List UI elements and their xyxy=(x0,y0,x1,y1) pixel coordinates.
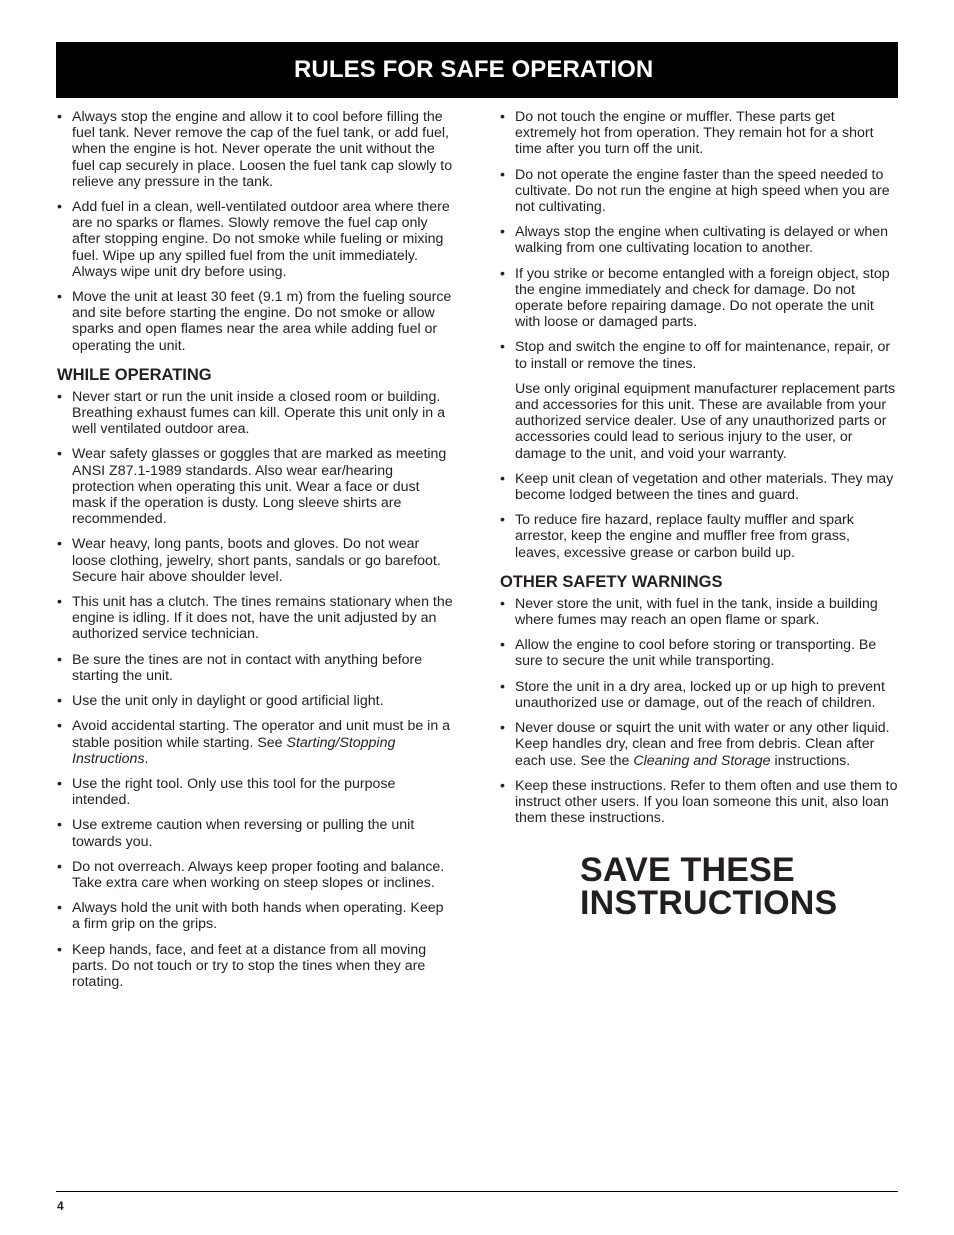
save-line-2: INSTRUCTIONS xyxy=(580,884,838,923)
left-column xyxy=(57,109,455,999)
list-item: • Use the unit only in daylight or good artificial light. xyxy=(57,693,455,709)
section-heading-while-operating: WHILE OPERATING xyxy=(57,365,212,384)
list-item: • Use extreme caution when reversing or pulling the unit towards you. xyxy=(57,817,455,849)
save-instructions-heading xyxy=(580,851,898,923)
list-item: • Add fuel in a clean, well-ventilated outdoor area where there are no sparks or flames. Slowly remove the fuel cap only after stopping engine. Do not smoke while fueling or mixing fuel. Wipe up any spilled fuel from the unit immediately. Always wipe unit dry before using. xyxy=(57,199,455,280)
section-heading-other-safety-warnings: OTHER SAFETY WARNINGS xyxy=(500,572,723,591)
while-operating-list xyxy=(57,389,455,990)
list-item: • If you strike or become entangled with a foreign object, stop the engine immediately and check for damage. Do not operate before repairing damage. Do not operate the unit with loose or damaged parts. xyxy=(500,266,898,331)
list-item: • Keep hands, face, and feet at a distance from all moving parts. Do not touch or try to stop the tines when they are rotating. xyxy=(57,942,455,991)
list-item: • Keep these instructions. Refer to them often and use them to instruct other users. If you loan someone this unit, also loan them these instructions. xyxy=(500,778,898,827)
list-item-text: Never douse or squirt the unit with water or any other liquid. Keep handles dry, clean and free from debris. Clean after each use. See the xyxy=(515,720,890,769)
list-item: • Do not operate the engine faster than the speed needed to cultivate. Do not run the engine at high speed when you are not cultivating. xyxy=(500,167,898,216)
list-item: • Wear heavy, long pants, boots and gloves. Do not wear loose clothing, jewelry, short pants, sandals or go barefoot. Secure hair above shoulder level. xyxy=(57,536,455,585)
list-item: • Use the right tool. Only use this tool for the purpose intended. xyxy=(57,776,455,808)
engine-rules-list xyxy=(500,109,898,372)
list-item: • Allow the engine to cool before storing or transporting. Be sure to secure the unit while transporting. xyxy=(500,637,898,669)
right-column xyxy=(500,109,898,923)
list-item: • Wear safety glasses or goggles that are marked as meeting ANSI Z87.1-1989 standards. Also wear ear/hearing protection when operating this unit. Wear a face or dust mask if the operation is dusty. Long sleeve shirts are recommended. xyxy=(57,446,455,527)
oem-parts-paragraph: Use only original equipment manufacturer replacement parts and accessories for this unit. These are available from your authorized service dealer. Use of any unauthorized parts or accessories could lead to serious injury to the user, or damage to the unit, and void your warranty. xyxy=(515,380,896,462)
list-item: • Move the unit at least 30 feet (9.1 m) from the fueling source and site before starting the engine. Do not smoke or allow sparks and open flames near the area while adding fuel or operating the unit. xyxy=(57,289,455,354)
list-item: • Always stop the engine when cultivating is delayed or when walking from one cultivating location to another. xyxy=(500,224,898,256)
list-item: • Always hold the unit with both hands when operating. Keep a firm grip on the grips. xyxy=(57,900,455,932)
list-item-starting xyxy=(57,718,455,767)
maintenance-rules-list xyxy=(500,471,898,561)
page-title: RULES FOR SAFE OPERATION xyxy=(294,56,654,83)
footer-divider xyxy=(56,1191,898,1192)
list-item-text: Avoid accidental starting. The operator and unit must be in a stable position while starting. See xyxy=(72,718,451,751)
list-item: • Store the unit in a dry area, locked up or up high to prevent unauthorized use or damage, out of the reach of children. xyxy=(500,679,898,711)
list-item: • Do not overreach. Always keep proper footing and balance. Take extra care when working on steep slopes or inclines. xyxy=(57,859,455,891)
list-item: • To reduce fire hazard, replace faulty muffler and spark arrestor, keep the engine and muffler free from grass, leaves, excessive grease or carbon build up. xyxy=(500,512,898,561)
list-item-cleaning xyxy=(500,720,898,769)
list-item: • This unit has a clutch. The tines remains stationary when the engine is idling. If it does not, have the unit adjusted by an authorized service technician. xyxy=(57,594,455,643)
list-item: • Always stop the engine and allow it to cool before filling the fuel tank. Never remove the cap of the fuel tank, or add fuel, when the engine is hot. Never operate the unit without the fuel cap securely in place. Loosen the fuel tank cap slowly to relieve any pressure in the tank. xyxy=(57,109,455,190)
list-item: • Do not touch the engine or muffler. These parts get extremely hot from operation. They remain hot for a short time after you turn off the unit. xyxy=(500,109,898,158)
page-number: 4 xyxy=(57,1199,64,1213)
cross-reference: Cleaning and Storage xyxy=(633,752,771,769)
cross-reference: Starting/Stopping Instructions xyxy=(72,734,396,767)
save-line-1: SAVE THESE xyxy=(580,851,795,890)
fueling-rules-list xyxy=(57,109,455,354)
list-item: • Be sure the tines are not in contact with anything before starting the unit. xyxy=(57,652,455,684)
list-item: • Never store the unit, with fuel in the tank, inside a building where fumes may reach an open flame or spark. xyxy=(500,596,898,628)
list-item-end: instructions. xyxy=(770,752,851,769)
list-item: • Stop and switch the engine to off for maintenance, repair, or to install or remove the tines. xyxy=(500,339,898,371)
title-bar xyxy=(56,42,898,98)
list-item-end: . xyxy=(144,750,149,767)
list-item: • Never start or run the unit inside a closed room or building. Breathing exhaust fumes can kill. Operate this unit only in a well ventilated outdoor area. xyxy=(57,389,455,438)
list-item: • Keep unit clean of vegetation and other materials. They may become lodged between the tines and guard. xyxy=(500,471,898,503)
other-warnings-list xyxy=(500,596,898,826)
